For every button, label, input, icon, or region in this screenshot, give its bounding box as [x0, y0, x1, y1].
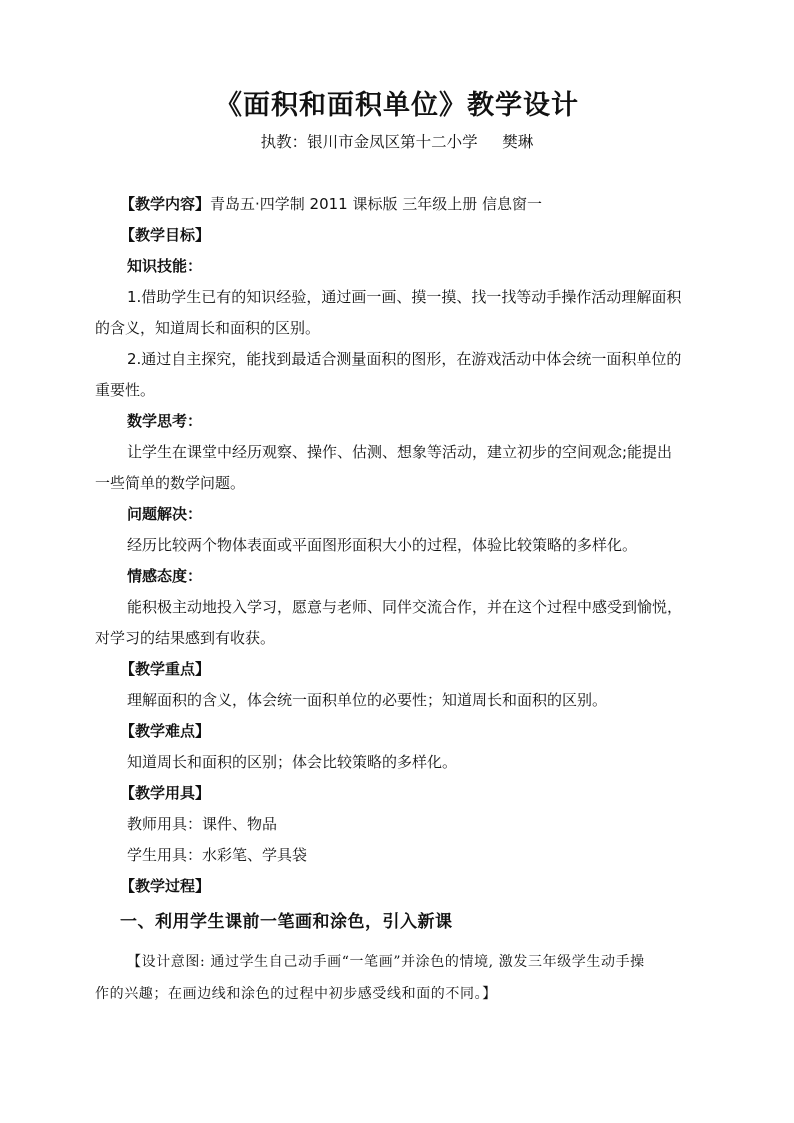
problem-line1: 经历比较两个物体表面或平面图形面积大小的过程，体验比较策略的多样化。	[127, 536, 638, 554]
thinking-line2: 一些简单的数学问题。	[95, 474, 246, 492]
key-points-text: 理解面积的含义，体会统一面积单位的必要性；知道周长和面积的区别。	[127, 691, 608, 709]
content-label: 【教学内容】	[120, 195, 211, 213]
skill1-line2: 的含义，知道周长和面积的区别。	[95, 319, 321, 337]
key-points-heading: 【教学重点】	[120, 660, 211, 678]
difficulties-heading: 【教学难点】	[120, 722, 211, 740]
thinking-heading: 数学思考：	[127, 412, 203, 430]
skill1-line1: 1.借助学生已有的知识经验，通过画一画、摸一摸、找一找等动手操作活动理解面积	[127, 288, 682, 306]
tools-teacher: 教师用具：课件、物品	[127, 815, 278, 833]
skills-heading: 知识技能：	[127, 257, 203, 275]
skill2-line2: 重要性。	[95, 381, 156, 399]
attitude-heading: 情感态度：	[127, 567, 203, 585]
difficulties-text: 知道周长和面积的区别；体会比较策略的多样化。	[127, 753, 458, 771]
author-line: 执教：银川市金凤区第十二小学 樊琳	[260, 133, 534, 151]
tools-student: 学生用具：水彩笔、学具袋	[127, 846, 308, 864]
process-heading: 【教学过程】	[120, 877, 211, 895]
skill2-line1: 2.通过自主探究，能找到最适合测量面积的图形，在游戏活动中体会统一面积单位的	[127, 350, 682, 368]
problem-heading: 问题解决：	[127, 505, 203, 523]
thinking-line1: 让学生在课堂中经历观察、操作、估测、想象等活动，建立初步的空间观念;能提出	[127, 443, 673, 461]
content-text: 青岛五·四学制 2011 课标版 三年级上册 信息窗一	[210, 195, 543, 213]
attitude-line1: 能积极主动地投入学习，愿意与老师、同伴交流合作，并在这个过程中感受到愉悦，	[127, 598, 683, 616]
attitude-line2: 对学习的结果感到有收获。	[95, 629, 276, 647]
content-line	[120, 193, 745, 215]
design-intent-line1: 【设计意图: 通过学生自己动手画“一笔画”并涂色的情境, 激发三年级学生动手操	[127, 954, 645, 970]
document-title: 《面积和面积单位》教学设计	[215, 90, 579, 121]
goals-heading: 【教学目标】	[120, 226, 211, 244]
tools-heading: 【教学用具】	[120, 784, 211, 802]
section1-heading: 一、利用学生课前一笔画和涂色，引入新课	[120, 912, 453, 932]
design-intent-line2: 作的兴趣；在画边线和涂色的过程中初步感受线和面的不同。】	[95, 986, 497, 1002]
